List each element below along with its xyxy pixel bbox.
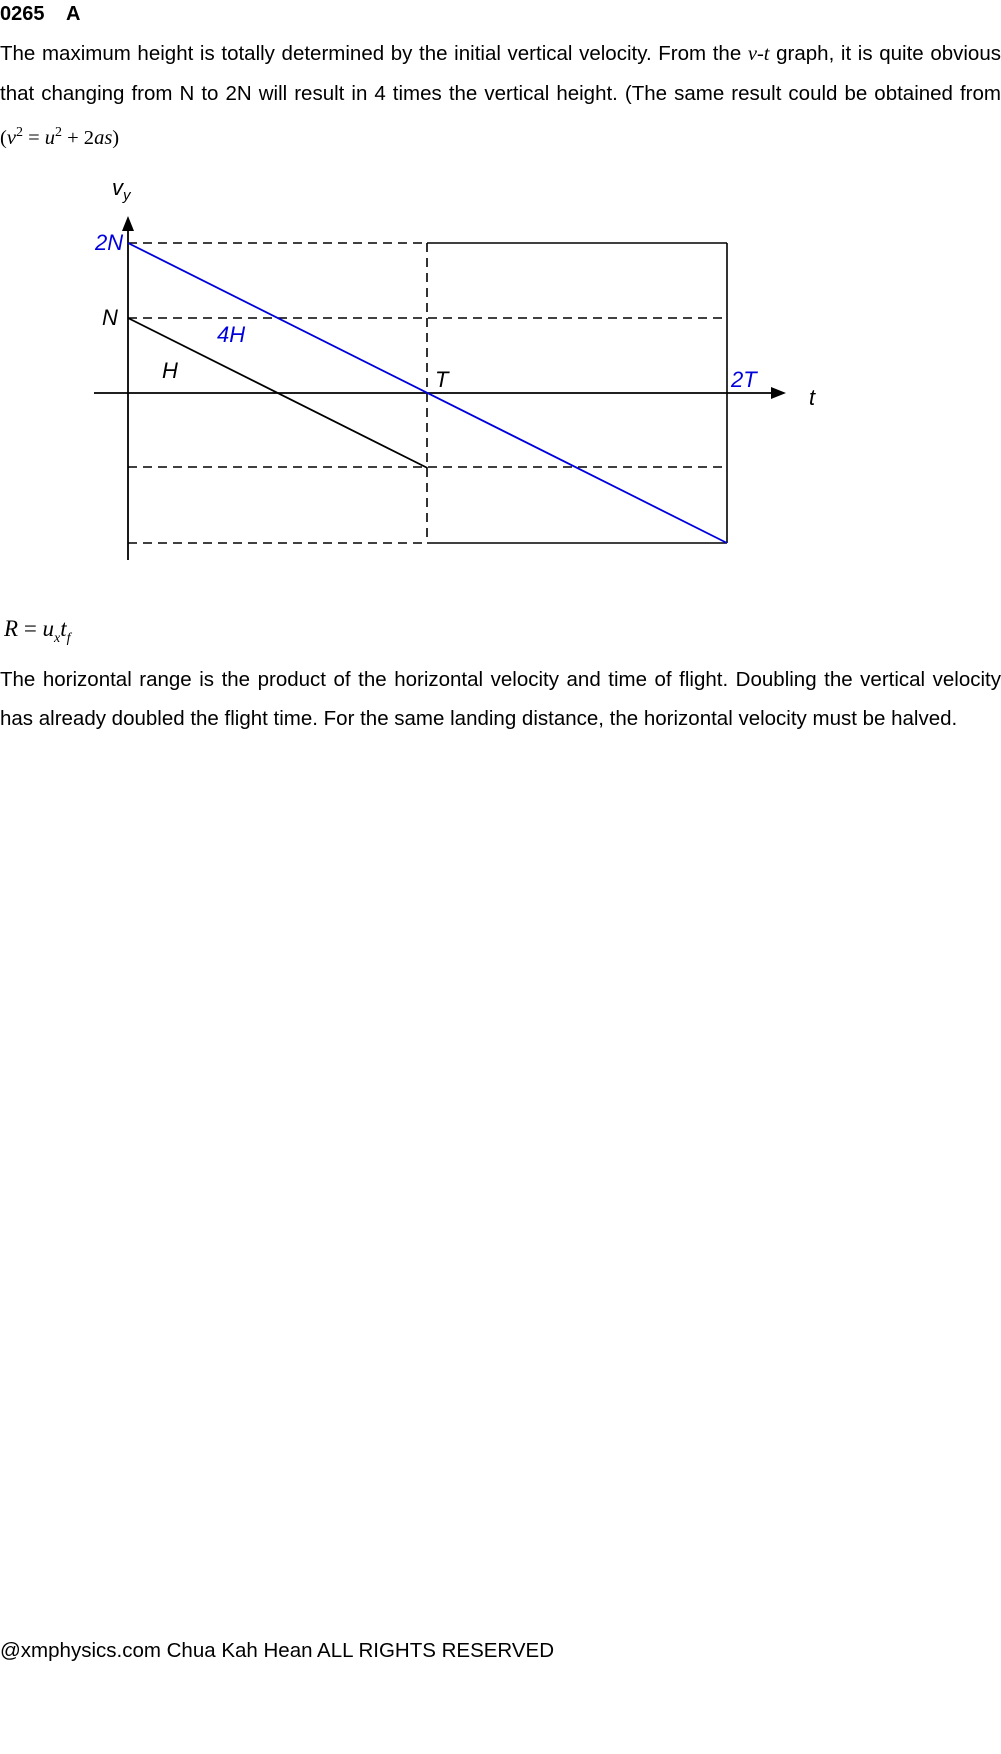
label-2T: 2T: [731, 367, 757, 392]
copyright-footer: @xmphysics.com Chua Kah Hean ALL RIGHTS RESERVED: [0, 1639, 555, 1662]
eq-R: R: [4, 616, 19, 641]
label-N: N: [102, 305, 118, 330]
y-axis-label: [112, 175, 132, 204]
range-equation: [4, 614, 71, 654]
question-number: 0265: [0, 3, 45, 25]
x-axis-arrow-icon: [771, 387, 786, 399]
x-axis-label: t: [809, 385, 816, 410]
explanation-paragraph-2: The horizontal range is the product of the horizontal velocity and time of flight. Doubling the vertical velocity has already doubled the flight time. For the same landing distance, the horizontal velocity must be halved.: [0, 668, 1001, 730]
answer-letter: A: [65, 3, 81, 25]
formula-u: u: [44, 127, 55, 149]
eq-u: u: [42, 616, 55, 641]
label-2N: 2N: [95, 230, 124, 255]
formula-u-exponent: 2: [55, 125, 62, 140]
paragraph-1-text-b: graph, it is quite obvious that changing from N to 2N will result in 4 times the vertical height. (The same result could be obtained from: [0, 42, 1001, 105]
formula-close: ): [112, 127, 120, 149]
label-H: H: [162, 358, 178, 383]
graph-name: v-t: [747, 43, 770, 65]
formula-equals: =: [22, 127, 45, 149]
formula-plus-two: + 2: [62, 127, 95, 149]
formula-v-exponent: 2: [15, 125, 23, 140]
eq-equals: =: [18, 616, 43, 641]
y-axis-label-sub: y: [123, 187, 131, 204]
eq-u-sub: x: [54, 631, 61, 646]
eq-t-sub: f: [66, 631, 71, 646]
eq-t: t: [60, 616, 67, 641]
label-T: T: [435, 367, 449, 392]
paragraph-1-text-a: The maximum height is totally determined by the initial vertical velocity. From the: [0, 42, 748, 65]
formula-as: as: [94, 127, 113, 149]
label-4H: 4H: [217, 322, 246, 347]
y-axis-arrow-icon: [122, 216, 134, 231]
vt-graph: [0, 0, 1001, 600]
formula-v: v: [6, 127, 16, 149]
y-axis-label-v: v: [112, 175, 123, 200]
formula-open: (: [0, 127, 7, 149]
